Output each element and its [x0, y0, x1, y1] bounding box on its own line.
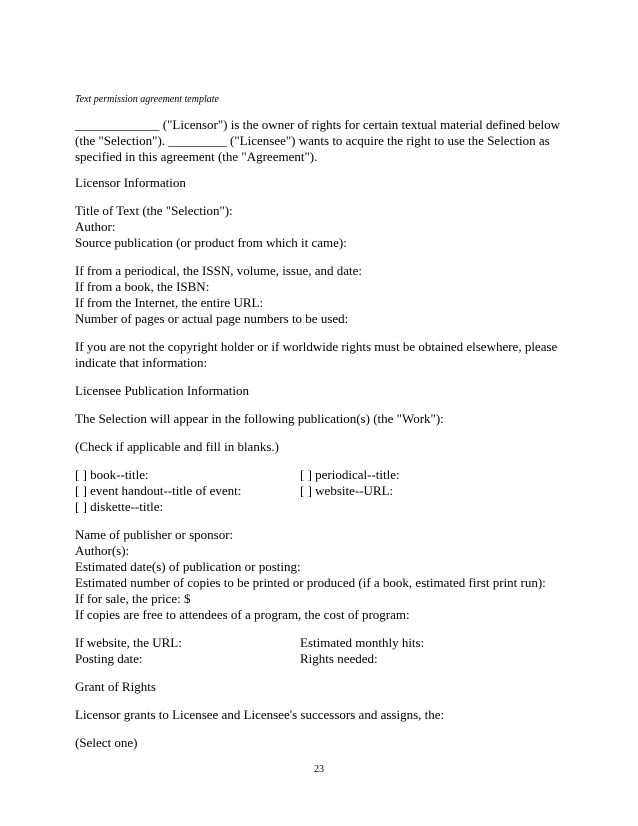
grant-heading: Grant of Rights	[75, 679, 156, 694]
template-title: Text permission agreement template	[75, 94, 219, 105]
url-field: If from the Internet, the entire URL:	[75, 295, 264, 310]
work-statement: The Selection will appear in the following publication(s) (the "Work"):	[75, 411, 444, 426]
copies-field: Estimated number of copies to be printed or produced (if a book, estimated first print run):	[75, 575, 546, 590]
isbn-field: If from a book, the ISBN:	[75, 279, 210, 294]
author-field: Author:	[75, 219, 116, 234]
source-publication-field: Source publication (or product from which it came):	[75, 235, 347, 250]
rights-needed-field: Rights needed:	[300, 651, 378, 666]
select-one-instruction: (Select one)	[75, 735, 138, 750]
title-of-text-field: Title of Text (the "Selection"):	[75, 203, 233, 218]
option-website: [ ] website--URL:	[300, 483, 394, 498]
intro-line-3: specified in this agreement (the "Agreement").	[75, 149, 318, 164]
periodical-info-field: If from a periodical, the ISSN, volume, issue, and date:	[75, 263, 363, 278]
monthly-hits-field: Estimated monthly hits:	[300, 635, 425, 650]
intro-line-1: _____________ ("Licensor") is the owner of rights for certain textual material defined below	[75, 117, 560, 132]
publisher-field: Name of publisher or sponsor:	[75, 527, 234, 542]
page-number: 23	[314, 764, 324, 775]
est-date-field: Estimated date(s) of publication or posting:	[75, 559, 301, 574]
posting-date-field: Posting date:	[75, 651, 143, 666]
not-holder-line-1: If you are not the copyright holder or if worldwide rights must be obtained elsewhere, please	[75, 339, 558, 354]
licensor-heading: Licensor Information	[75, 175, 186, 190]
option-diskette: [ ] diskette--title:	[75, 499, 164, 514]
page-numbers-field: Number of pages or actual page numbers to be used:	[75, 311, 349, 326]
website-url-field: If website, the URL:	[75, 635, 182, 650]
grant-statement: Licensor grants to Licensee and Licensee's successors and assigns, the:	[75, 707, 445, 722]
intro-line-2: (the "Selection"). _________ ("Licensee") wants to acquire the right to use the Selection as	[75, 133, 550, 148]
program-cost-field: If copies are free to attendees of a program, the cost of program:	[75, 607, 410, 622]
price-field: If for sale, the price: $	[75, 591, 191, 606]
not-holder-line-2: indicate that information:	[75, 355, 208, 370]
option-periodical: [ ] periodical--title:	[300, 467, 400, 482]
check-instructions: (Check if applicable and fill in blanks.)	[75, 439, 279, 454]
option-book: [ ] book--title:	[75, 467, 149, 482]
authors-field: Author(s):	[75, 543, 130, 558]
option-event-handout: [ ] event handout--title of event:	[75, 483, 242, 498]
licensee-heading: Licensee Publication Information	[75, 383, 250, 398]
